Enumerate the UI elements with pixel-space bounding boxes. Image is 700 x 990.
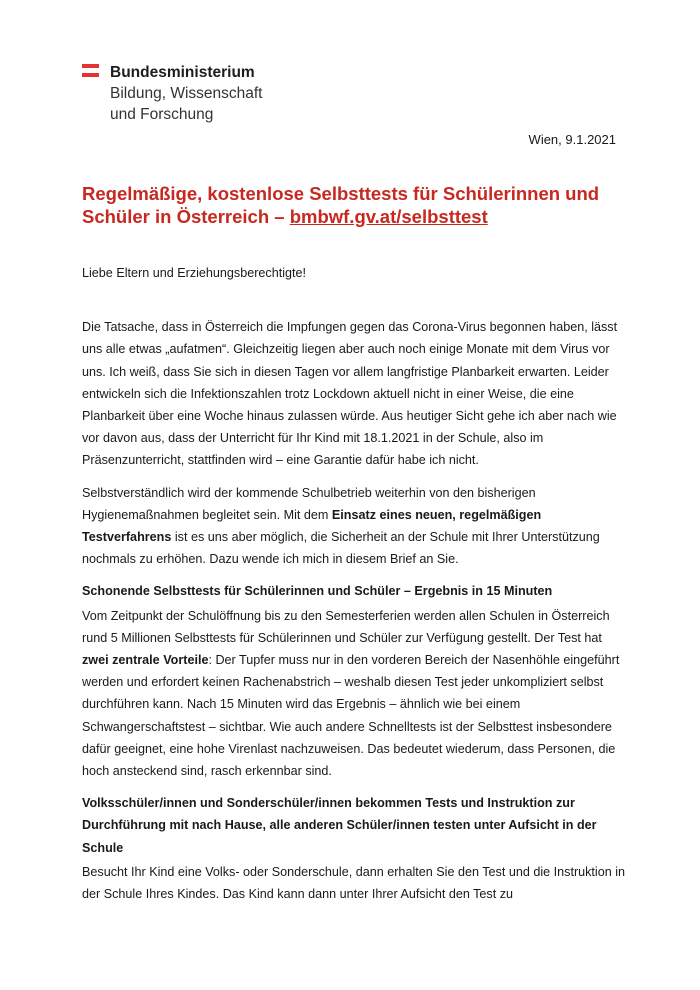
section-heading-2: Volksschüler/innen und Sonderschüler/innen bekommen Tests und Instruktion zur Durchführung mit nach Hause, alle anderen Schüler/innen testen unter Aufsicht in der Schule — [82, 796, 597, 855]
ministry-name-line2: Bildung, Wissenschaft — [110, 85, 263, 102]
paragraph-2-bold: Einsatz eines neuen, regelmäßigen Testverfahrens — [82, 507, 542, 545]
ministry-name-line1: Bundesministerium — [110, 64, 255, 81]
paragraph-3-text: Vom Zeitpunkt der Schulöffnung bis zu den Semesterferien werden allen Schulen in Österreich rund 5 Millionen Selbsttests für Schülerinnen und Schüler zur Verfügung gestellt. Der Test hat — [82, 608, 610, 645]
title-link[interactable]: bmbwf.gv.at/selbsttest — [289, 206, 488, 227]
salutation: Liebe Eltern und Erziehungsberechtigte! — [82, 266, 307, 280]
paragraph-3-text-end: : Der Tupfer muss nur in den vorderen Bereich der Nasenhöhle eingeführt werden und erfordert keinen Rachenabstrich – weshalb diesen Test jeder unkompliziert selbst durchführen kann. Nach 15 Minuten wird das Ergebnis – ähnlich wie bei einem Schwangerschaftstest – sichtbar. Wie auch andere Schnelltests ist der Selbsttest insbesondere dafür geeignet, eine hohe Virenlast nachzuweisen. Das bedeutet wiederum, dass Personen, die hoch ansteckend sind, rasch erkennbar sind. — [82, 653, 620, 779]
paragraph-2-text: Selbstverständlich wird der kommende Schulbetrieb weiterhin von den bisherigen Hygienemaßnahmen begleitet sein. Mit dem — [82, 485, 536, 522]
letter-body — [82, 262, 627, 915]
ministry-name-line3: und Forschung — [110, 106, 214, 123]
title-text: Regelmäßige, kostenlose Selbsttests für Schülerinnen und Schüler in Österreich – — [82, 183, 600, 227]
paragraph-1: Die Tatsache, dass in Österreich die Impfungen gegen das Corona-Virus begonnen haben, lässt uns alle etwas „aufatmen“. Gleichzeitig liegen aber auch noch einige Monate mit dem Virus vor uns. Ich weiß, dass Sie sich in diesen Tagen vor allem langfristige Planbarkeit erwarten. Leider entwickeln sich die Infektionszahlen trotz Lockdown aktuell nicht in einer Weise, die eine Planbarkeit über eine Woche hinaus zulassen würde. Aus heutiger Sicht gehe ich aber nach wie vor davon aus, dass der Unterricht für Ihr Kind mit 18.1.2021 in der Schule, also im Präsenzunterricht, stattfinden wird – eine Garantie dafür habe ich nicht. — [82, 320, 618, 468]
letter-date: Wien, 9.1.2021 — [528, 132, 616, 147]
letter-title — [82, 182, 622, 228]
paragraph-3-bold: zwei zentrale Vorteile — [82, 653, 209, 668]
austria-flag-icon — [82, 64, 99, 78]
paragraph-2 — [82, 482, 627, 571]
ministry-name — [110, 62, 263, 125]
section-heading-1: Schonende Selbsttests für Schülerinnen und Schüler – Ergebnis in 15 Minuten — [82, 584, 553, 599]
paragraph-3 — [82, 605, 627, 783]
paragraph-2-text-end: ist es uns aber möglich, die Sicherheit an der Schule mit Ihrer Unterstützung nochmals zu erhöhen. Dazu wende ich mich in diesem Brief an Sie. — [82, 530, 600, 567]
paragraph-4: Besucht Ihr Kind eine Volks- oder Sonderschule, dann erhalten Sie den Test und die Instruktion in der Schule Ihres Kindes. Das Kind kann dann unter Ihrer Aufsicht den Test zu — [82, 864, 626, 902]
